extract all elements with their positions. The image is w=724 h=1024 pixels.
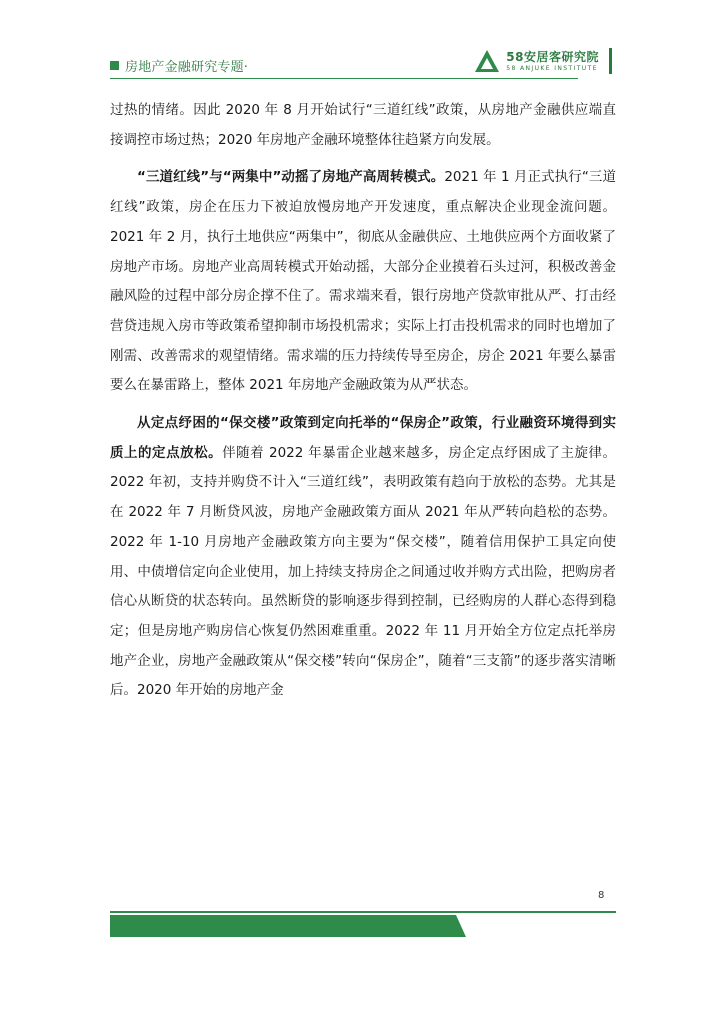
paragraph-1 xyxy=(110,96,616,155)
paragraph-1-text: 过热的情绪。因此 2020 年 8 月开始试行“三道红线”政策，从房地产金融供应端直接调控市场过热；2020 年房地产金融环境整体往趋紧方向发展。 xyxy=(110,102,616,148)
header-title: 房地产金融研究专题· xyxy=(125,60,249,75)
paragraph-3-text: 伴随着 2022 年暴雷企业越来越多，房企定点纾困成了主旋律。2022 年初，支持并购贷不计入“三道红线”，表明政策有趋向于放松的态势。尤其是在 2022 年 7 月断贷风波，房地产金融政策方面从 2021 年从严转向趋松的态势。2022 年 1-10 月房地产金融政策方向主要为“保交楼”，随着信用保护工具定向使用、中债增信定向企业使用，加上持续支持房企之间通过收并购方式出险，把购房者信心从断贷的状态转向。虽然断贷的影响逐步得到控制，已经购房的人群心态得到稳定；但是房地产购房信心恢复仍然困难重重。2022 年 11 月开始全方位定点托举房地产企业，房地产金融政策从“保交楼”转向“保房企”，随着“三支箭”的逐步落实清晰后。2020 年开始的房地产金 xyxy=(110,444,616,699)
page-number: 8 xyxy=(598,890,605,901)
header-section-label xyxy=(110,56,248,75)
brand-logo xyxy=(474,48,612,74)
square-bullet-icon xyxy=(110,61,119,70)
paragraph-2-lead: “三道红线”与“两集中”动摇了房地产高周转模式。 xyxy=(137,169,445,186)
footer-band xyxy=(110,915,616,937)
paragraph-2-text: 2021 年 1 月正式执行“三道红线”政策，房企在压力下被迫放慢房地产开发速度，重点解决企业现金流问题。2021 年 2 月，执行土地供应“两集中”，彻底从金融供应、土地供应两个方面收紧了房地产市场。房地产业高周转模式开始动摇，大部分企业摸着石头过河，积极改善金融风险的过程中部分房企撑不住了。需求端来看，银行房地产贷款审批从严、打击经营贷违规入房市等政策希望抑制市场投机需求；实际上打击投机需求的同时也增加了刚需、改善需求的观望情绪。需求端的压力持续传导至房企，房企 2021 年要么暴雷要么在暴雷路上，整体 2021 年房地产金融政策为从严状态。 xyxy=(110,169,616,394)
footer-rule xyxy=(110,911,616,913)
page-header xyxy=(110,48,616,84)
paragraph-3 xyxy=(110,409,616,706)
logo-divider xyxy=(609,48,612,74)
paragraph-3-lead: 从定点纾困的“保交楼”政策到定向托举的“保房企”政策，行业融资环境得到实质上的定点放松。 xyxy=(110,415,616,461)
triangle-logo-icon xyxy=(474,49,500,73)
logo-name-en: 58 ANJUKE INSTITUTE xyxy=(506,64,598,72)
header-rule xyxy=(110,78,578,79)
logo-name-cn: 58安居客研究院 xyxy=(506,49,599,64)
paragraph-2 xyxy=(110,163,616,401)
body-text xyxy=(110,96,616,714)
